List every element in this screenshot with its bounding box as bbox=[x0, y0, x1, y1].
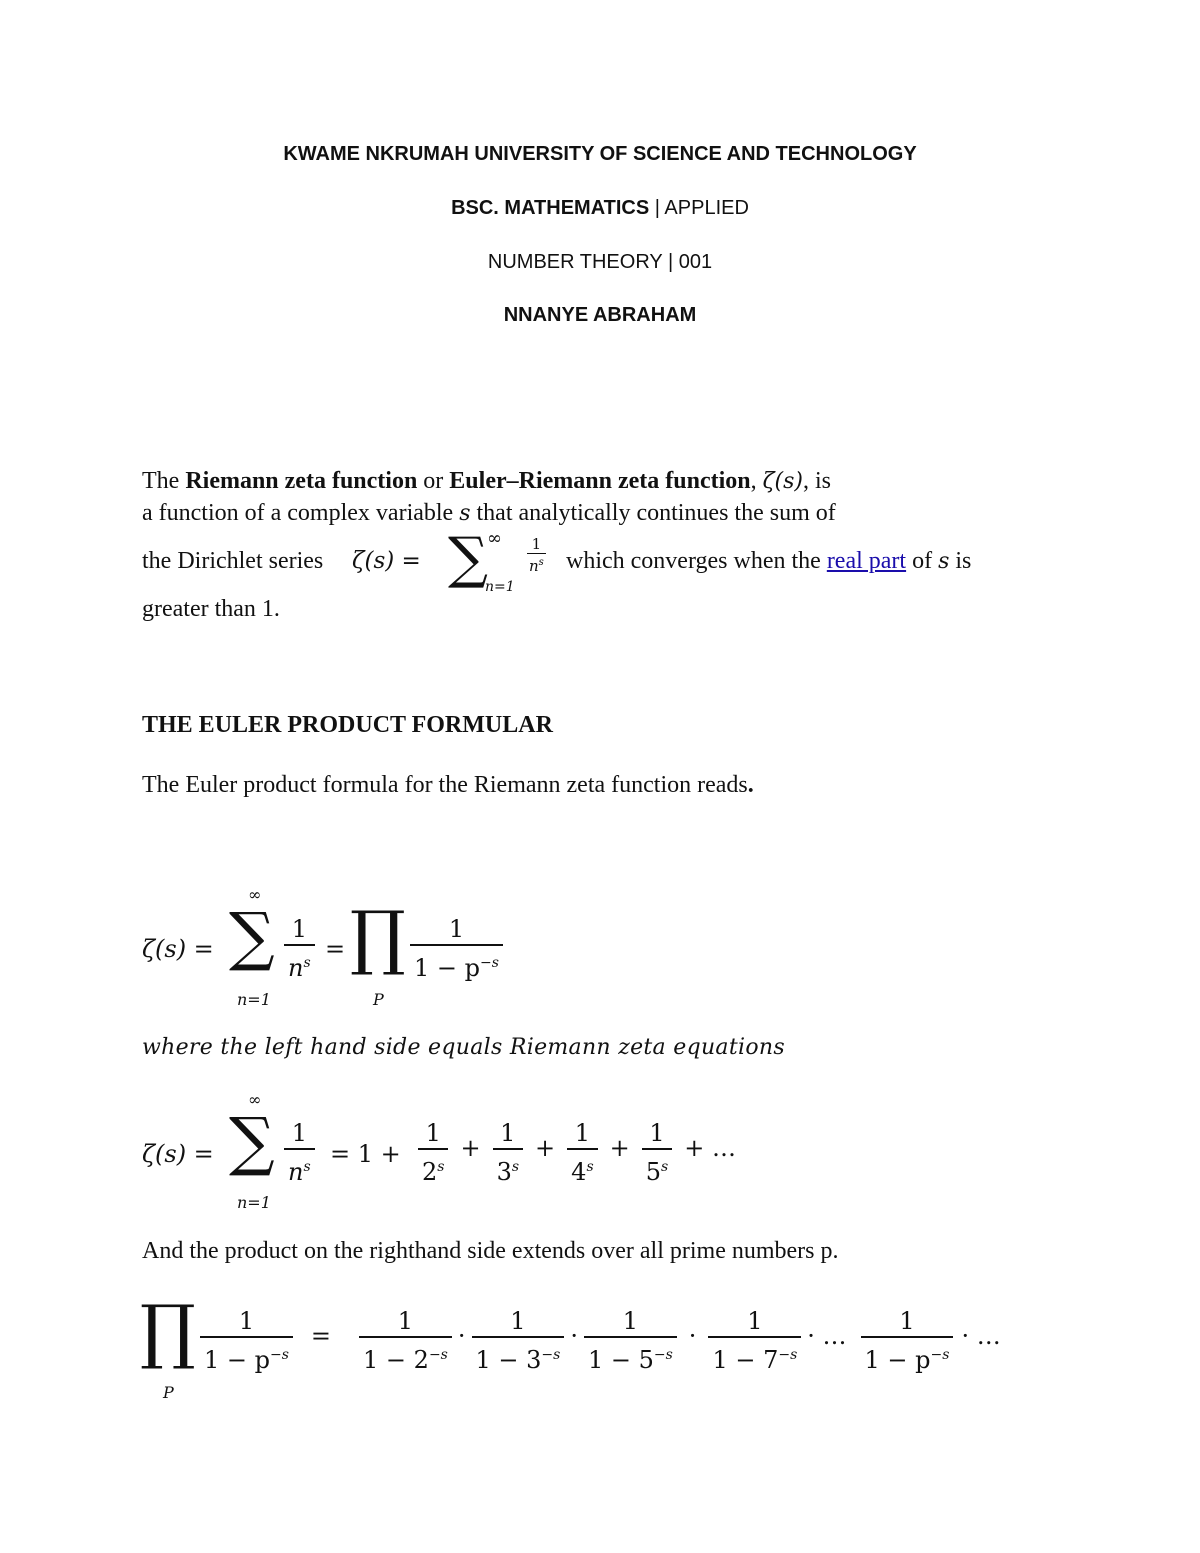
eq1-sum-lower: n=1 bbox=[237, 990, 271, 1009]
eq3-expansion: $\frac{1}{1 - p^{-s}}$ = $\frac{1}{1 - 2^{-s}}$ · $\frac{1}{1 - 3^{-s}}$ · $\frac{1}{1 - 5^{-s}}$ · $\frac{1}{1 - 7^{-s}}$ · … $\frac{1}{1 - p^{-s}}$ · … bbox=[200, 1306, 1001, 1375]
inline-sum-upper: ∞ bbox=[487, 528, 502, 549]
section-lead bbox=[142, 772, 754, 799]
intro-line-1 bbox=[142, 468, 831, 495]
and-text: And the product on the righthand side extends over all prime numbers p. bbox=[142, 1238, 839, 1264]
author-name: NNANYE ABRAHAM bbox=[503, 304, 697, 326]
eq2-term1 bbox=[284, 1118, 315, 1187]
program-line bbox=[0, 197, 1200, 220]
course-line: NUMBER THEORY | 001 bbox=[487, 251, 713, 273]
section-heading: THE EULER PRODUCT FORMULAR bbox=[142, 712, 553, 738]
var-s: s bbox=[938, 549, 950, 574]
eq1-sum-symbol: ∑ bbox=[229, 900, 275, 974]
intro-line-4: greater than 1. bbox=[142, 596, 280, 622]
eq1-lhs: ζ(s) = bbox=[142, 935, 214, 963]
intro-text: a function of a complex variable bbox=[142, 500, 460, 526]
inline-frac-den: $n^s$ bbox=[527, 553, 546, 575]
university-title: KWAME NKRUMAH UNIVERSITY OF SCIENCE AND TECHNOLOGY bbox=[283, 143, 917, 165]
intro-line-3-rest bbox=[566, 548, 971, 575]
eq1-t2-num: 1 bbox=[448, 915, 465, 943]
inline-sum-symbol: ∑ bbox=[448, 526, 488, 591]
intro-text: , bbox=[750, 468, 763, 494]
program-bold: BSC. MATHEMATICS bbox=[451, 197, 650, 219]
eq1-t2-den: $1 - p^{-s}$ bbox=[410, 944, 503, 983]
eq2-lhs: ζ(s) = bbox=[142, 1140, 214, 1168]
intro-line-2 bbox=[142, 500, 836, 527]
eq2-t1-num: 1 bbox=[291, 1119, 307, 1147]
eq2-series: $\frac{1}{2^s}$ + $\frac{1}{3^s}$ + $\frac{1}{4^s}$ + $\frac{1}{5^s}$ + … bbox=[418, 1118, 736, 1187]
eq1-product-symbol: ∏ bbox=[350, 896, 406, 978]
inline-zeta-eq: ζ(s) = bbox=[352, 548, 421, 574]
intro-text: which converges when the bbox=[566, 548, 827, 574]
eq1-sum-upper: ∞ bbox=[248, 885, 262, 904]
eq1-product-lower: P bbox=[373, 990, 384, 1009]
intro-text: or bbox=[417, 468, 450, 494]
where-text: where the left hand side equals Riemann zeta equations bbox=[142, 1035, 785, 1060]
eq2-t1-den: $n^s$ bbox=[284, 1148, 315, 1187]
intro-text: that analytically continues the sum of bbox=[470, 500, 836, 526]
eq3-product-symbol: ∏ bbox=[140, 1290, 196, 1372]
eq1-t1-num: 1 bbox=[291, 915, 307, 943]
eq1-term2 bbox=[410, 914, 503, 983]
term-euler-riemann-zeta: Euler–Riemann zeta function bbox=[449, 468, 751, 494]
eq1-equals: = bbox=[325, 935, 346, 963]
inline-sum-lower: n=1 bbox=[485, 579, 515, 595]
eq3-product-lower: P bbox=[163, 1383, 174, 1402]
inline-frac-num: 1 bbox=[531, 535, 542, 553]
eq1-term1 bbox=[284, 914, 315, 983]
term-riemann-zeta: Riemann zeta function bbox=[185, 468, 418, 494]
eq2-sum-symbol: ∑ bbox=[229, 1105, 275, 1179]
eq2-sum-lower: n=1 bbox=[237, 1193, 271, 1212]
intro-text: The bbox=[142, 468, 186, 494]
lead-text: The Euler product formula for the Riemann zeta function reads bbox=[142, 772, 748, 798]
var-s: s bbox=[459, 501, 471, 526]
intro-text: of bbox=[906, 548, 939, 574]
intro-text: is bbox=[949, 548, 972, 574]
eq2-equals-one: = 1 + bbox=[330, 1140, 401, 1168]
zeta-symbol: ζ(s) bbox=[762, 469, 803, 494]
intro-text: , is bbox=[803, 468, 832, 494]
inline-fraction bbox=[527, 536, 546, 575]
real-part-link[interactable]: real part bbox=[826, 548, 907, 574]
intro-line-3-text: the Dirichlet series bbox=[142, 548, 324, 574]
eq2-sum-upper: ∞ bbox=[248, 1090, 262, 1109]
lead-period: . bbox=[747, 772, 754, 798]
program-rest: | APPLIED bbox=[649, 197, 749, 219]
eq1-t1-den: $n^s$ bbox=[284, 944, 315, 983]
